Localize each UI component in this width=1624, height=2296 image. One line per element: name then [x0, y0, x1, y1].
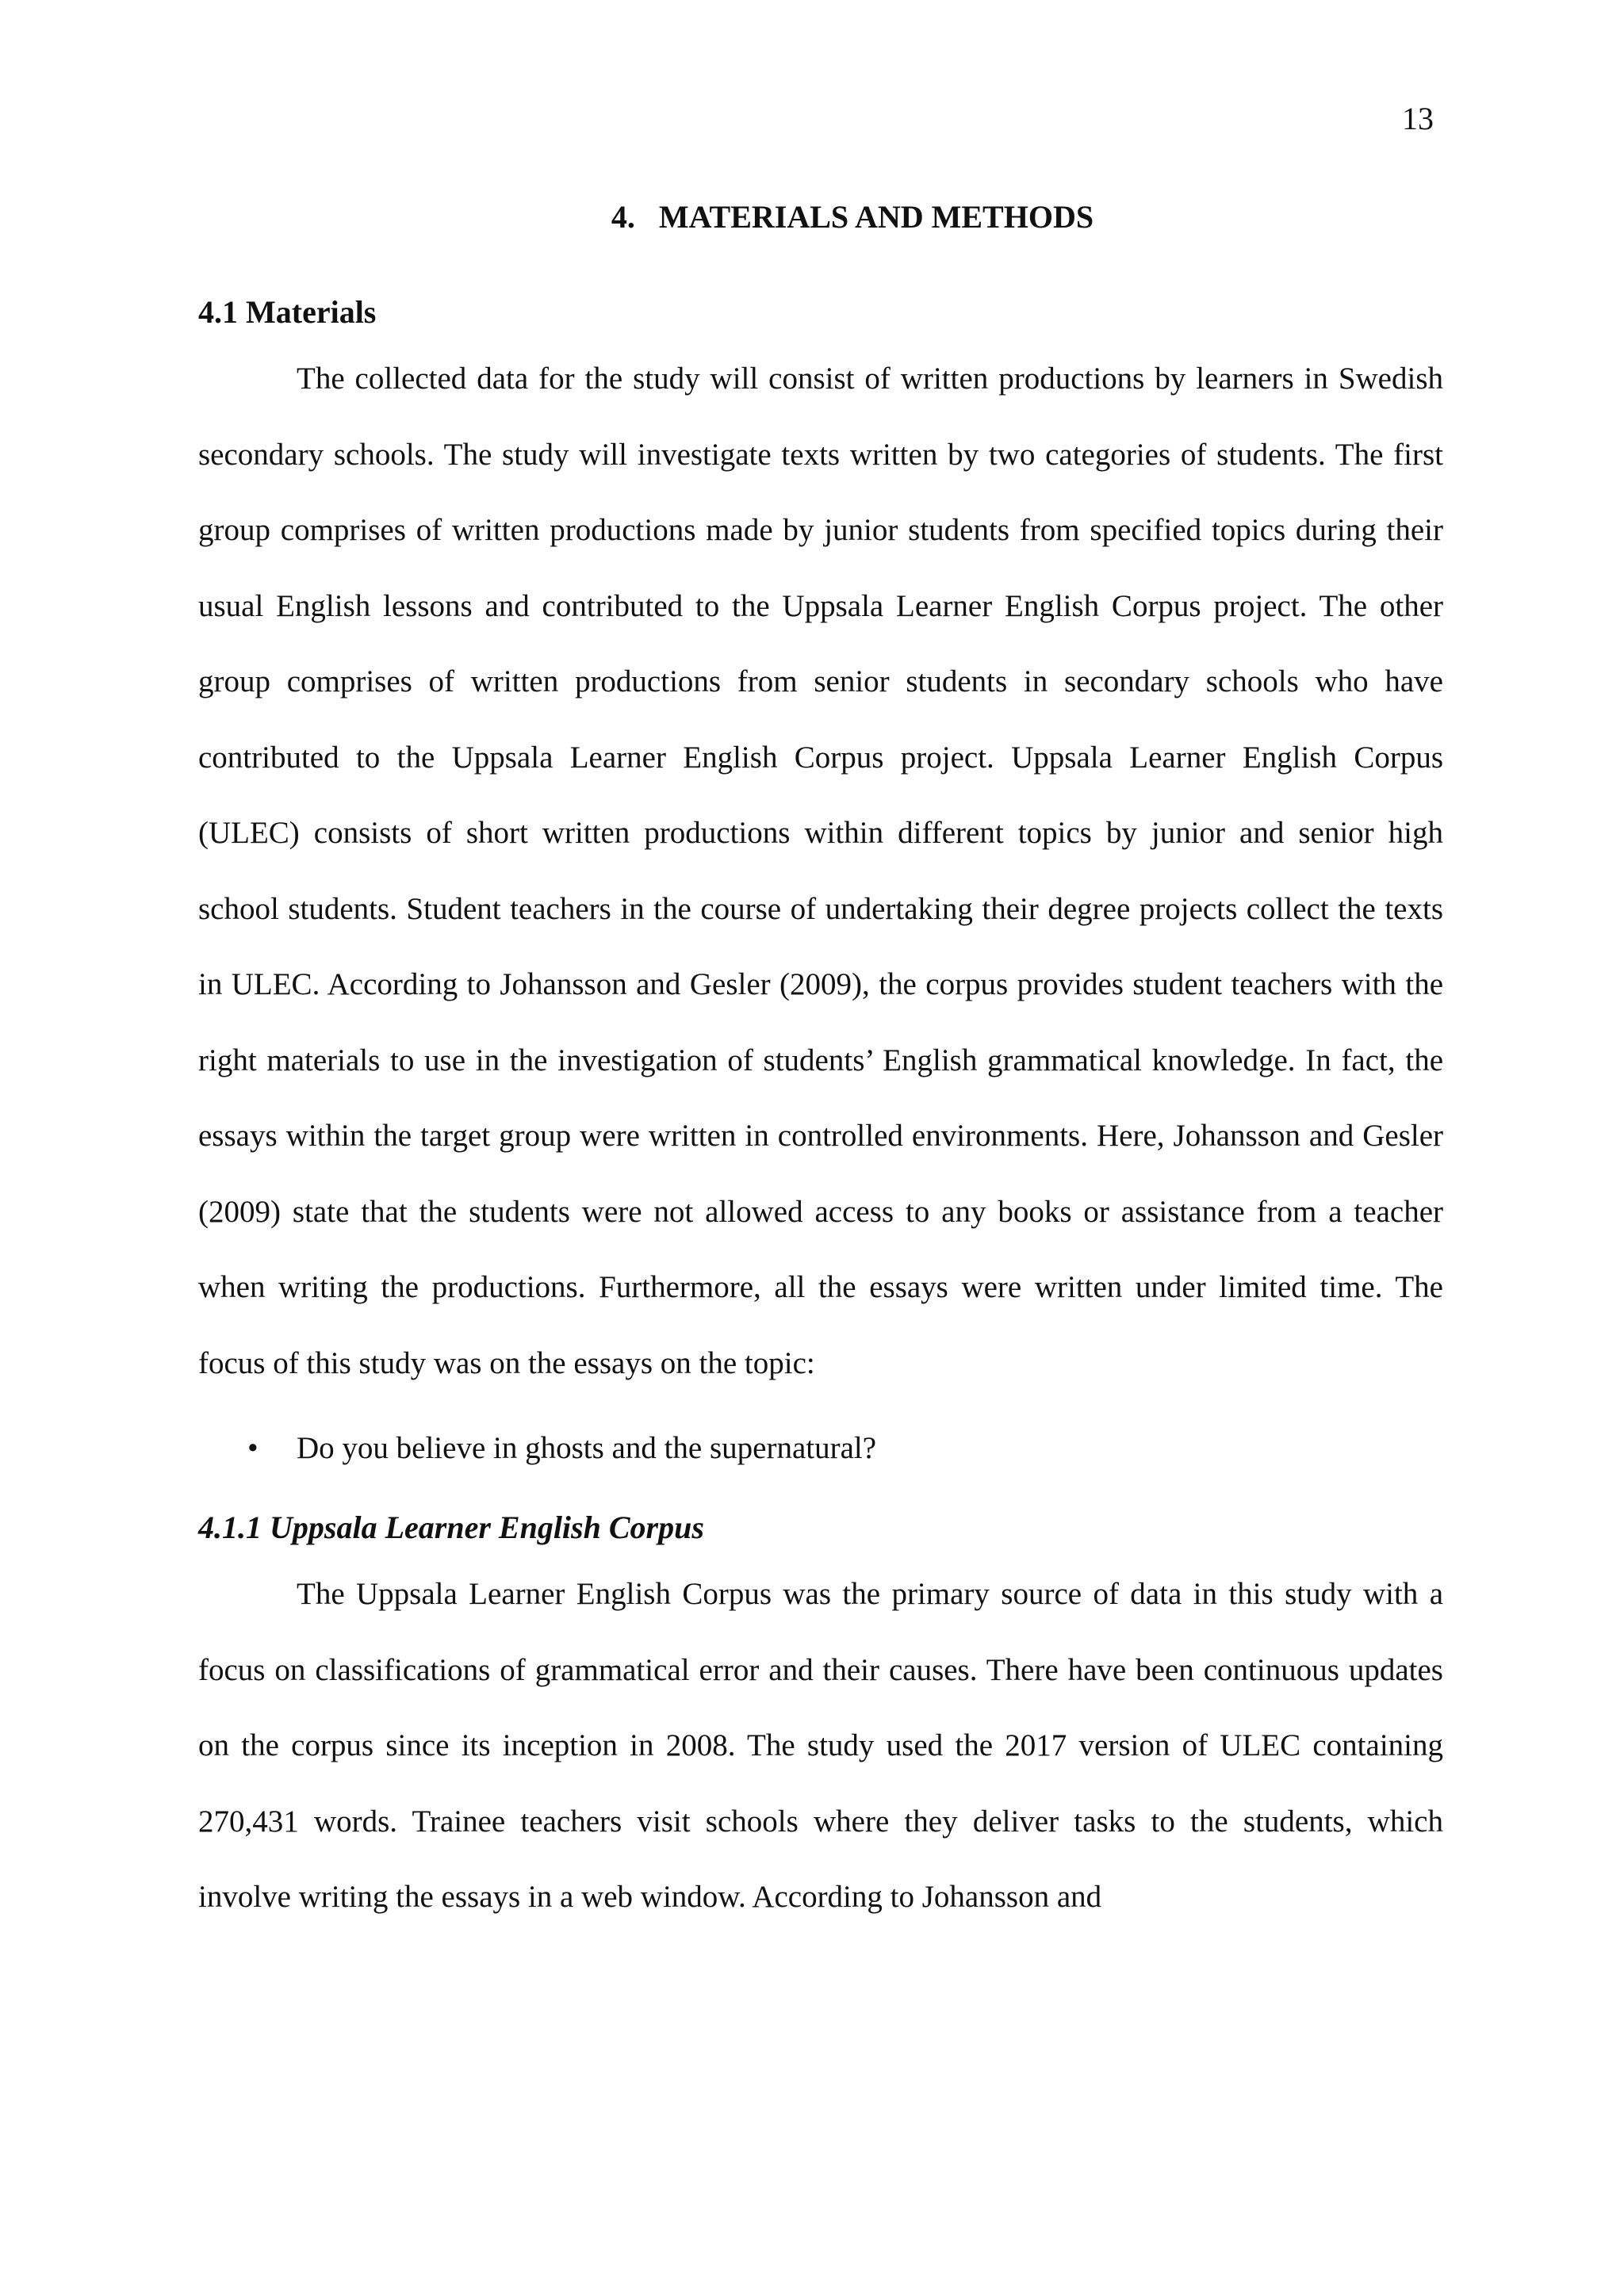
ulec-paragraph: The Uppsala Learner English Corpus was the primary source of data in this study with a focus on classifications of grammatical error and their causes. There have been continuous updates on the corpus since its inception in 2008. The study used the 2017 version of ULEC containing 270,431 words. Trainee teachers visit schools where they deliver tasks to the students, which involve writing the essays in a web window. According to Johansson and: [198, 1577, 1443, 1914]
chapter-title: MATERIALS AND METHODS: [658, 199, 1094, 235]
chapter-heading: [198, 193, 1443, 241]
topic-list: [198, 1425, 1443, 1472]
subsection-heading-ulec: 4.1.1 Uppsala Learner English Corpus: [198, 1510, 704, 1545]
chapter-number: 4.: [611, 199, 635, 235]
materials-paragraph: The collected data for the study will consist of written productions by learners in Swedish secondary schools. The study will investigate texts written by two categories of students. The first group comprises of written productions made by junior students from specified topics during their usual English lessons and contributed to the Uppsala Learner English Corpus project. The other group comprises of written productions from senior students in secondary schools who have contributed to the Uppsala Learner English Corpus project. Uppsala Learner English Corpus (ULEC) consists of short written productions within different topics by junior and senior high school students. Student teachers in the course of undertaking their degree projects collect the texts in ULEC. According to Johansson and Gesler (2009), the corpus provides student teachers with the right materials to use in the investigation of students’ English grammatical knowledge. In fact, the essays within the target group were written in controlled environments. Here, Johansson and Gesler (2009) state that the students were not allowed access to any books or assistance from a teacher when writing the productions. Furthermore, all the essays were written under limited time. The focus of this study was on the essays on the topic:: [198, 362, 1443, 1380]
section-heading-materials: 4.1 Materials: [198, 294, 377, 330]
document-body: [198, 193, 1443, 1935]
bullet-icon: •: [247, 1431, 259, 1465]
page-number: 13: [1402, 101, 1434, 136]
topic-text: Do you believe in ghosts and the supernatural?: [297, 1431, 877, 1465]
topic-list-item: [198, 1425, 1443, 1472]
